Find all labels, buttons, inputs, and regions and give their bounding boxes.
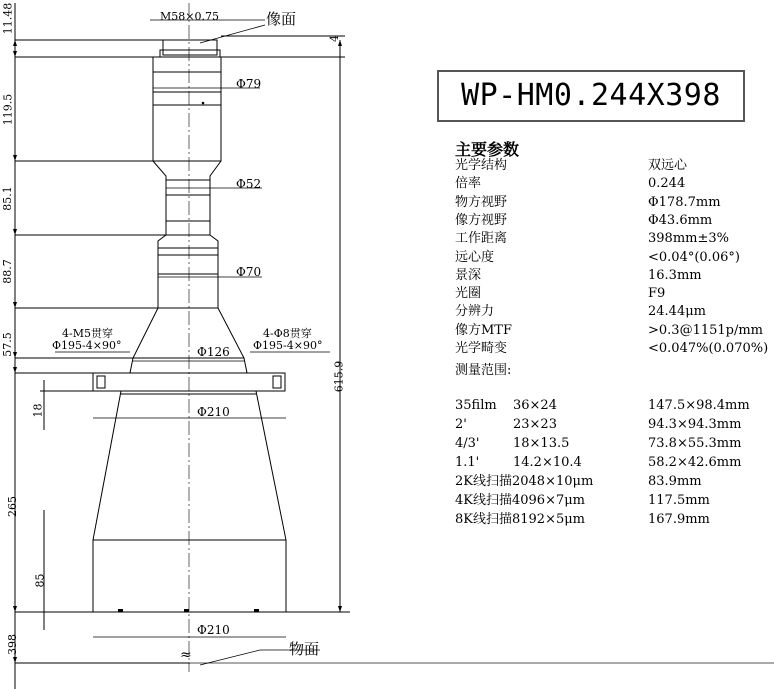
param-row: [455, 194, 774, 212]
thread-label: M58×0.75: [160, 10, 219, 23]
dim-wd: 398: [6, 634, 19, 655]
dia-79-label: Φ79: [236, 77, 262, 91]
param-value: 0.244: [648, 176, 686, 192]
param-row: [455, 322, 774, 340]
param-value: 16.3mm: [648, 267, 702, 283]
param-row: [455, 267, 774, 285]
param-key: 像方视野: [455, 212, 508, 228]
param-value: Φ178.7mm: [648, 194, 721, 210]
right-hole-label: 4-Φ8贯穿: [263, 327, 312, 340]
format-row: [455, 435, 774, 453]
format-cell-b: 23×23: [513, 417, 557, 432]
left-hole-label: 4-M5贯穿: [62, 327, 113, 340]
param-key: 光学畸变: [455, 341, 508, 356]
params-heading: 主要参数: [455, 140, 520, 159]
param-key: 光学结构: [455, 158, 508, 173]
lens-mount: [163, 40, 217, 55]
format-cell-a: 2': [455, 417, 467, 432]
format-row: [455, 454, 774, 472]
format-cell-c: 167.9mm: [648, 512, 710, 527]
format-cell-c: 83.9mm: [648, 474, 702, 489]
param-value: 24.44μm: [648, 304, 706, 320]
param-row: [455, 285, 774, 303]
dim-flange: 18: [31, 403, 45, 418]
dim-88-7: 88.7: [0, 259, 14, 284]
dia-210-bottom-label: Φ210: [197, 623, 230, 637]
param-row: [455, 212, 774, 230]
param-value: <0.047%(0.070%): [648, 341, 769, 356]
format-cell-c: 94.3×94.3mm: [648, 417, 742, 432]
dim-base: 85: [33, 573, 47, 588]
image-plane-label: 像面: [266, 10, 297, 28]
param-value: F9: [648, 286, 666, 302]
format-cell-b: 36×24: [513, 398, 557, 413]
format-row: [455, 511, 774, 529]
param-value: 双远心: [648, 158, 688, 173]
break-symbol: ≈: [180, 647, 192, 663]
param-row: [455, 230, 774, 248]
param-row: [455, 175, 774, 193]
param-value: >0.3@1151p/mm: [648, 322, 764, 338]
dia-52-label: Φ52: [236, 177, 262, 191]
upper-barrel: [153, 57, 221, 161]
right-hole-pcd: Φ195-4×90°: [253, 339, 323, 352]
dia-70-label: Φ70: [236, 265, 262, 279]
dim-top: 11.48: [1, 2, 15, 35]
dim-57-5: 57.5: [0, 332, 14, 357]
format-cell-c: 58.2×42.6mm: [648, 455, 742, 470]
param-key: 物方视野: [455, 194, 508, 210]
format-cell-a: 8K线扫描8192×5μm: [455, 512, 586, 527]
dim-total: 615.9: [332, 360, 346, 393]
left-hole-pcd: Φ195-4×90°: [52, 339, 122, 352]
lower-barrel: [158, 248, 218, 308]
param-key: 景深: [455, 267, 482, 283]
dim-cone: 265: [6, 496, 19, 517]
dim-85-1: 85.1: [0, 186, 14, 211]
format-cell-a: 4/3': [455, 436, 480, 451]
format-row: [455, 397, 774, 415]
lens-mount-collar: [160, 50, 220, 57]
format-row: [455, 473, 774, 491]
param-key: 工作距离: [455, 231, 508, 247]
format-cell-a: 4K线扫描4096×7μm: [455, 493, 586, 508]
dim-right-small: 4: [328, 35, 341, 42]
format-cell-c: 117.5mm: [648, 493, 710, 508]
format-cell-b: 18×13.5: [513, 436, 570, 451]
format-cell-a: 2K线扫描2048×10μm: [455, 474, 594, 489]
param-row: [455, 340, 774, 358]
format-cell-b: 14.2×10.4: [513, 455, 582, 470]
object-plane-label: 物面: [289, 640, 320, 658]
format-cell-a: 1.1': [455, 455, 480, 470]
dim-119-5: 119.5: [1, 93, 15, 126]
param-value: Φ43.6mm: [648, 212, 713, 228]
param-key: 分辨力: [455, 304, 495, 320]
param-value: <0.04°(0.06°): [648, 249, 740, 265]
param-row: [455, 157, 774, 175]
model-title: WP-HM0.244X398: [461, 78, 721, 113]
param-key: 像方MTF: [455, 322, 513, 338]
model-box: [437, 70, 745, 122]
param-key: 倍率: [455, 176, 482, 192]
dia-126-label: Φ126: [197, 345, 230, 359]
format-cell-c: 73.8×55.3mm: [648, 436, 742, 451]
param-key: 远心度: [455, 249, 495, 265]
format-cell-a: 35film: [455, 398, 497, 413]
format-row: [455, 416, 774, 434]
format-row: [455, 492, 774, 510]
param-row: [455, 303, 774, 321]
range-label: 测量范围:: [455, 363, 512, 378]
format-cell-c: 147.5×98.4mm: [648, 398, 750, 413]
dia-210-top-label: Φ210: [197, 405, 230, 419]
param-value: 398mm±3%: [648, 231, 729, 247]
param-key: 光圈: [455, 286, 482, 302]
param-row: [455, 249, 774, 267]
